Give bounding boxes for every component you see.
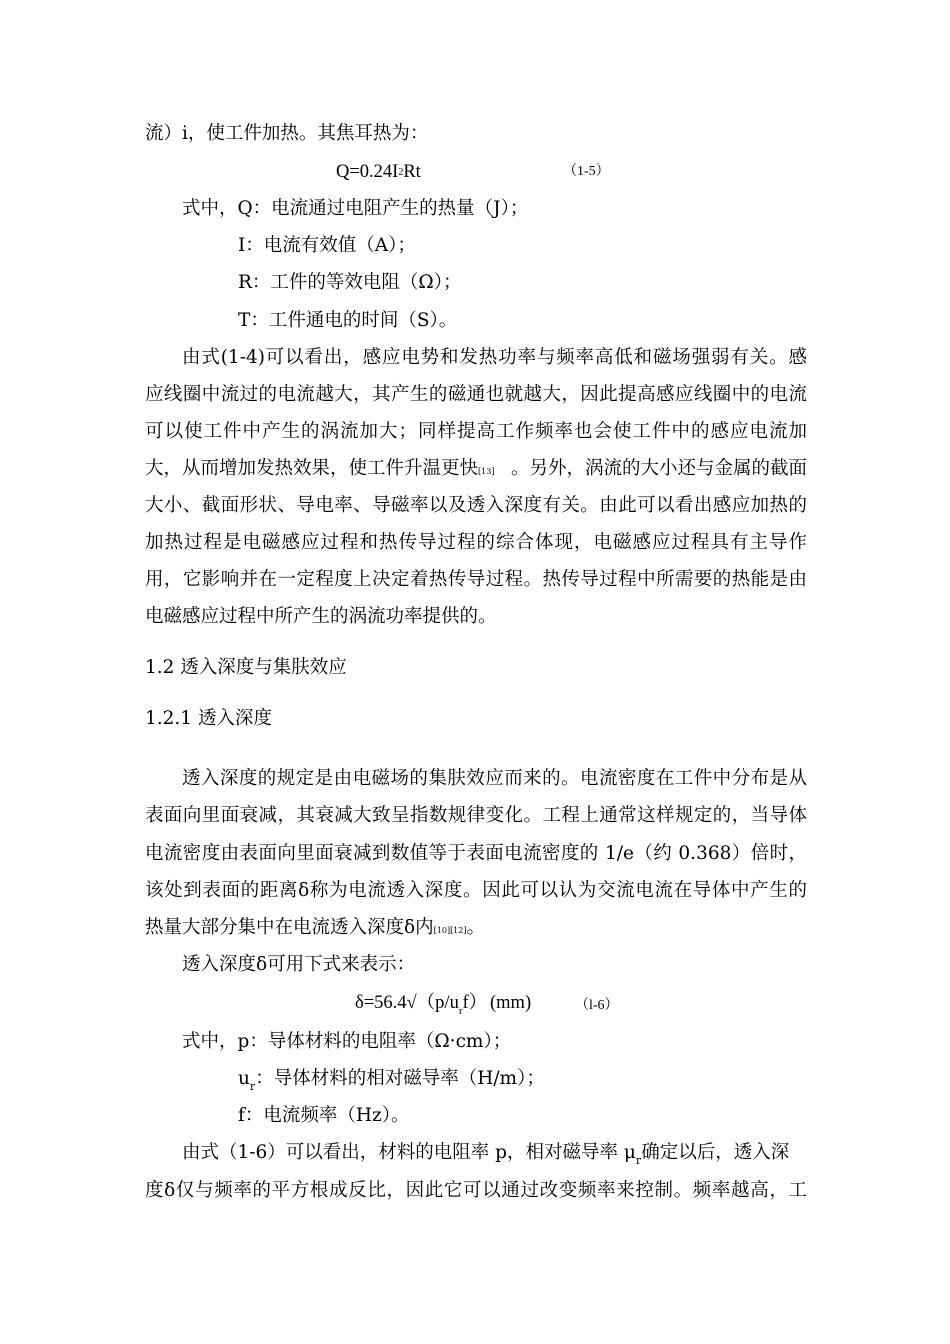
paragraph-1-line-4-text: 大，从而增加发热效果，使工件升温更快[13] xyxy=(145,458,495,479)
equation-1-5 xyxy=(336,160,421,187)
citation-10-12: [10][12] xyxy=(433,926,467,935)
text-line-1: 流）i，使工件加热。其焦耳热为： xyxy=(145,123,429,144)
equation-1-5-number: （1-5） xyxy=(563,164,610,179)
section-heading-1-2: 1.2 透入深度与集肤效应 xyxy=(145,657,347,678)
paragraph-4-mu-subscript: r xyxy=(635,1154,642,1167)
section-heading-1-2-1: 1.2.1 透入深度 xyxy=(145,708,272,729)
paragraph-2-line-1: 透入深度的规定是由电磁场的集肤效应而来的。电流密度在工件中分布是从 xyxy=(182,768,807,789)
where-f: f：电流频率（Hz）。 xyxy=(238,1105,410,1126)
paragraph-4-line-1-text: 由式（1-6）可以看出，材料的电阻率 p，相对磁导率 $\mu_r$确定以后，透入深 xyxy=(182,1142,790,1167)
equation-1-5-lhs: Q=0.24I xyxy=(336,162,399,182)
equation-1-6-number: （l-6） xyxy=(575,998,619,1013)
equation-1-6-rhs: f） xyxy=(462,993,488,1013)
paragraph-4-line-2: 度δ仅与频率的平方根成反比，因此它可以通过改变频率来控制。频率越高，工 xyxy=(145,1180,807,1201)
where-ur: $u_r$：导体材料的相对磁导率（H/m）； xyxy=(238,1068,545,1093)
paragraph-1-line-1: 由式(1-4)可以看出，感应电势和发热功率与频率高低和磁场强弱有关。感 xyxy=(182,347,807,368)
where-i: I：电流有效值（A）； xyxy=(238,235,416,256)
citation-13: [13] xyxy=(478,467,495,476)
paragraph-1-line-8: 电磁感应过程中所产生的涡流功率提供的。 xyxy=(145,606,497,627)
equation-1-6-unit: (mm) xyxy=(490,993,532,1013)
paragraph-1-line-2: 应线圈中流过的电流越大，其产生的磁通也就越大，因此提高感应线圈中的电流 xyxy=(145,384,807,405)
where-q: 式中，Q：电流通过电阻产生的热量（J）； xyxy=(182,198,529,219)
equation-1-6-subscript: r xyxy=(458,1005,463,1017)
where-ur-subscript: r xyxy=(249,1080,256,1093)
paragraph-2-line-5: 热量大部分集中在电流透入深度δ内[10][12]。 xyxy=(145,917,485,938)
paragraph-2-line-4: 该处到表面的距离δ称为电流透入深度。因此可以认为交流电流在导体中产生的 xyxy=(145,880,807,901)
where-p: 式中，p：导体材料的电阻率（Ω·cm）； xyxy=(182,1031,512,1052)
where-r: R：工件的等效电阻（Ω）； xyxy=(238,272,462,293)
paragraph-3: 透入深度δ可用下式来表示： xyxy=(182,954,416,975)
paragraph-1-line-7: 用，它影响并在一定程度上决定着热传导过程。热传导过程中所需要的热能是由 xyxy=(145,569,807,590)
equation-1-5-rhs: Rt xyxy=(403,162,421,182)
paragraph-1-line-5: 大小、截面形状、导电率、导磁率以及透入深度有关。由此可以看出感应加热的 xyxy=(145,495,807,516)
where-t: T：工件通电的时间（S）。 xyxy=(238,310,458,331)
paragraph-2-line-2: 表面向里面衰减，其衰减大致呈指数规律变化。工程上通常这样规定的，当导体 xyxy=(145,805,807,826)
paragraph-1-line-4-tail: 。另外，涡流的大小还与金属的截面 xyxy=(510,458,807,479)
equation-1-6-lhs: δ=56.4√（p/u xyxy=(355,993,459,1013)
paragraph-1-line-4 xyxy=(145,457,807,484)
equation-1-5-exponent: 2 xyxy=(398,167,404,178)
paragraph-1-line-6: 加热过程是电磁感应过程和热传导过程的综合体现，电磁感应过程具有主导作 xyxy=(145,532,807,553)
equation-1-6 xyxy=(355,991,487,1017)
paragraph-4-line-1 xyxy=(182,1141,807,1167)
paragraph-2-line-3: 电流密度由表面向里面衰减到数值等于表面电流密度的 1/e（约 0.368）倍时， xyxy=(145,843,807,864)
paragraph-1-line-3: 可以使工件中产生的涡流加大；同样提高工作频率也会使工件中的感应电流加 xyxy=(145,421,807,442)
